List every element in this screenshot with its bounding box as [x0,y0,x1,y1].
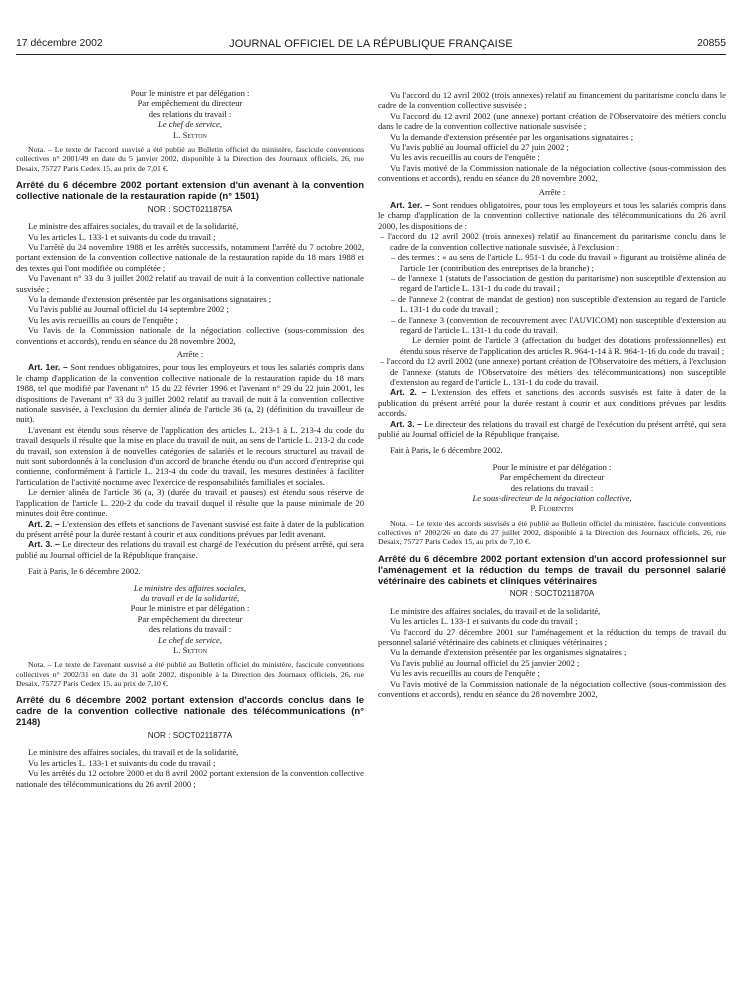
article-1: Art. 1er. – Sont rendues obligatoires, pour tous les employeurs et tous les salariés compris dans le champ d'application de la convention collective nationale des télécommunications du 26 avril 2000, les dispositions de : [378,200,726,231]
sub-list-item: – des termes : « au sens de l'article L. 951-1 du code du travail » figurant au troisième alinéa de l'article 1er (contribution des entreprises de la branche) ; [391,252,726,273]
sub-list-item: – de l'annexe 1 (statuts de l'association de gestion du paritarisme) non susceptible d'extension au regard de l'article L. 131-1 du code du travail ; [391,272,726,294]
page-header [16,38,726,52]
visa: Vu l'accord du 12 avril 2002 (une annexe) portant création de l'Observatoire des métiers conclu dans le cadre de la convention collective nationale susvisée ; [378,110,726,132]
visa: Vu l'avis publié au Journal officiel du 25 janvier 2002 ; [390,657,580,668]
nor-reference: NOR : SOCT0211875A [147,204,233,214]
visa: Vu la demande d'extension présentée par les organisations signataires ; [28,293,272,304]
article-1: Art. 1er. – Sont rendues obligatoires, pour tous les employeurs et tous les salariés compris dans le champ d'application de la convention collective nationale de la restauration rapide du 18 mars 1988, tel que modifié par l'avenant n° 15 du 22 février 1996 et l'avenant n° 29 du 22 juin 2001, les dispositions de l'avenant n° 33 du 3 juillet 2002 relatif au travail de nuit à la convention collective nationale susvisée, à l'exclusion du dernier alinéa de l'article 36 (a, 2) (définition du travailleur de nuit). [16,362,364,425]
right-column [378,90,726,700]
list-item: – l'accord du 12 avril 2002 (une annexe) portant création de l'Observatoire des métiers, à l'exclusion de l'annexe (statuts de l'Observatoire des métiers des télécommunications) non susceptible d'extension au regard de l'article L. 131-1 du code du travail. [380,356,726,387]
signature-block: Pour le ministre et par délégation : Par empêchement du directeur des relations du travail : Le chef de service, L. Setton [130,88,250,140]
visa: Vu l'avis publié au Journal officiel du 27 juin 2002 ; [390,142,569,153]
visa: Vu l'avis publié au Journal officiel du 14 septembre 2002 ; [28,304,229,315]
list-item: – l'accord du 12 avril 2002 (trois annexes) relatif au financement du paritarisme conclu dans le cadre de la convention collective nationale susvisée, à l'exclusion : [380,231,726,252]
visa: Le ministre des affaires sociales, du travail et de la solidarité, [28,221,239,232]
article-3: Art. 3. – Le directeur des relations du travail est chargé de l'exécution du présent arrêté, qui sera publié au Journal officiel de la République française. [16,539,364,560]
sub-list-item: – de l'annexe 3 (convention de recouvrement avec l'AUVICOM) non susceptible d'extension au regard de l'article L. 131-1 du code du travail. [391,314,726,335]
journal-title: JOURNAL OFFICIEL DE LA RÉPUBLIQUE FRANÇAISE [229,38,513,50]
nota: Nota. – Le texte de l'avenant susvisé a été publié au Bulletin officiel du ministère, fascicule conventions collectives n° 2002/31 en date du 31 août 2002, disponible à la Direction des Journaux officiels, 26, rue Desaix, 75727 Paris Cedex 15, au prix de 7,10 €. [16,660,364,688]
nor-reference: NOR : SOCT0211870A [509,589,595,599]
left-column [16,88,364,789]
nota: Nota. – Le texte des accords susvisés a été publié au Bulletin officiel du ministère, fascicule conventions collectives n° 2002/26 en date du 27 juillet 2002, disponible à la Direction des Journaux officiels, 26, rue Desaix, 75727 Paris Cedex 15, au prix de 7,10 €. [378,518,726,547]
signature-block: Pour le ministre et par délégation : Par empêchement du directeur des relations du travail : Le sous-directeur de la négociation collective, P. Florentin [472,461,632,514]
page-number: 20855 [697,38,726,49]
decree-title: Arrêté du 6 décembre 2002 portant extension d'un accord professionnel sur l'aménagement et la réduction du temps de travail du personnel salarié vétérinaire des cabinets et cliniques vétérinaires [378,553,726,587]
article-paragraph: Le dernier alinéa de l'article 36 (a, 3) (durée du travail et pauses) est étendu sous réserve de l'application de l'article L. 220-2 du code du travail duquel il résulte que la pause minimale de 20 minutes doit être continue. [16,487,364,519]
visa: Vu l'accord du 27 décembre 2001 sur l'aménagement et la réduction du temps de travail du personnel salarié vétérinaire des cabinets et cliniques vétérinaires ; [378,626,726,648]
header-date: 17 décembre 2002 [16,38,103,49]
article-3: Art. 3. – Le directeur des relations du travail est chargé de l'exécution du présent arrêté, qui sera publié au Journal officiel de la République française. [378,418,726,439]
visa: Vu les avis recueillis au cours de l'enquête ; [390,152,540,163]
visa: Vu l'avis motivé de la Commission nationale de la négociation collective (sous-commission des conventions et accords), rendu en séance du 28 novembre 2002, [378,162,726,184]
visa: Vu l'arrêté du 24 novembre 1988 et les arrêtés successifs, notamment l'arrêté du 7 octobre 2002, portant extension de la convention collective nationale de la restauration rapide du 18 mars 1988 et des textes qui l'ont modifiée ou complétée ; [16,241,364,273]
visa: Vu l'avis de la Commission nationale de la négociation collective (sous-commission des conventions et accords), rendu en séance du 28 novembre 2002, [16,325,364,346]
decree-title: Arrêté du 6 décembre 2002 portant extension d'accords conclus dans le cadre de la convention collective nationale des télécommunications (n° 2148) [16,695,364,729]
place-date: Fait à Paris, le 6 décembre 2002. [28,566,141,577]
article-2: Art. 2. – L'extension des effets et sanctions de l'avenant susvisé est faite à dater de la publication du présent arrêté pour la durée restant à courir et aux conditions prévues par ledit avenant. [16,518,364,539]
header-rule [16,54,726,55]
visa: Vu la demande d'extension présentée par les organismes signataires ; [390,647,627,658]
nor-reference: NOR : SOCT0211877A [147,731,233,740]
list-paragraph: Le dernier point de l'article 3 (affectation du budget des dotations professionnelles) est étendu sous réserve de l'application des articles R. 964-1-14 à R. 964-1-16 du code du travail ; [400,335,726,356]
visa: Vu les avis recueillis au cours de l'enquête ; [390,668,540,679]
place-date: Fait à Paris, le 6 décembre 2002. [390,445,503,456]
visa: Vu les avis recueillis au cours de l'enquête ; [28,314,178,325]
sub-list-item: – de l'annexe 2 (contrat de mandat de gestion) non susceptible d'extension au regard de l'article L. 131-1 du code du travail ; [391,293,726,315]
arrete-heading: Arrête : [176,349,204,360]
visa: Vu l'accord du 12 avril 2002 (trois annexes) relatif au financement du paritarisme conclu dans le cadre de la convention collective susvisée ; [378,90,726,111]
visa: Vu les arrêtés du 12 octobre 2000 et du 8 avril 2002 portant extension de la convention collective nationale des télécommunications du 26 avril 2000 ; [16,768,364,789]
visa: Le ministre des affaires sociales, du travail et de la solidarité, [390,605,601,616]
decree-title: Arrêté du 6 décembre 2002 portant extension d'un avenant à la convention collective nationale de la restauration rapide (n° 1501) [16,179,364,202]
nota: Nota. – Le texte de l'accord susvisé a été publié au Bulletin officiel du ministère, fascicule conventions collectives n° 2001/49 en date du 5 janvier 2002, disponible à la Direction des Journaux officiels, 26, rue Desaix, 75727 Paris Cedex 15, au prix de 7,01 €. [16,145,364,173]
signature-block: Le ministre des affaires sociales, du travail et de la solidarité, Pour le ministre et par délégation : Par empêchement du directeur des relations du travail : Le chef de service, L. Setton [130,582,250,655]
visa: Vu les articles L. 133-1 et suivants du code du travail ; [390,616,578,627]
article-paragraph: L'avenant est étendu sous réserve de l'application des articles L. 213-1 à L. 213-4 du code du travail desquels il résulte que la mise en place du travail de nuit, au sens de l'article L. 213-2 du code du travail, son extension à de nouvelles catégories de salariés et le recours structurel au travail de nuit sont subordonnés à la conclusion d'un accord de branche étendu ou d'un accord d'entreprise qui contienne, conformément à l'article L. 213-4 du code du travail, les mesures destinées à faciliter l'articulation de l'activité nocturne avec l'exercice de responsabilités familiales et sociales. [16,424,364,487]
arrete-heading: Arrête : [538,186,566,197]
visa: Vu les articles L. 133-1 et suivants du code du travail ; [28,231,216,242]
article-2: Art. 2. – L'extension des effets et sanctions des accords susvisés est faite à dater de la publication du présent arrêté pour la durée restant à courir et aux conditions prévues par lesdits accords. [378,387,726,419]
visa: Vu la demande d'extension présentée par les organisations signataires ; [390,131,634,142]
visa: Vu les articles L. 133-1 et suivants du code du travail ; [28,757,216,768]
visa: Vu l'avenant n° 33 du 3 juillet 2002 relatif au travail de nuit à la convention collective nationale susvisée ; [16,273,364,294]
visa: Vu l'avis motivé de la Commission nationale de la négociation collective (sous-commission des conventions et accords), rendu en séance du 28 novembre 2002, [378,678,726,700]
visa: Le ministre des affaires sociales, du travail et de la solidarité, [28,747,239,758]
